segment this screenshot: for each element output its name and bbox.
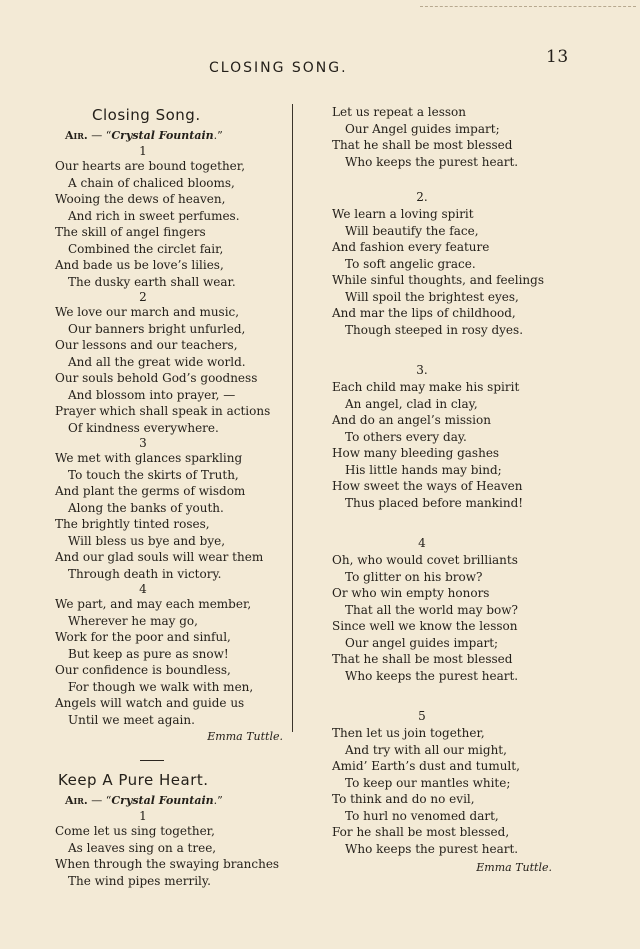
verse-line: And mar the lips of childhood, <box>332 306 516 320</box>
air-end: .” <box>213 794 223 807</box>
verse-line: And bade us be love’s lilies, <box>55 258 224 272</box>
verse-number: 3. <box>416 363 428 377</box>
verse-line: Our angel guides impart; <box>345 635 499 650</box>
air-line <box>65 793 283 809</box>
verse-line: His little hands may bind; <box>345 462 502 477</box>
verse <box>332 189 562 338</box>
verse-line: Who keeps the purest heart. <box>345 668 519 683</box>
top-dashed-rule <box>420 6 636 7</box>
verse-line: Our banners bright unfurled, <box>68 321 246 336</box>
verse-line: Come let us sing together, <box>55 824 215 838</box>
verse-line: Our souls behold God’s goodness <box>55 371 258 385</box>
air-name: Crystal Fountain <box>111 129 214 142</box>
verse <box>55 809 283 889</box>
verse-number: 1 <box>139 144 147 158</box>
verse-line: And rich in sweet perfumes. <box>68 208 240 223</box>
verse-line: Prayer which shall speak in actions <box>55 404 271 418</box>
verse-number: 2. <box>416 190 428 204</box>
verse-line: And try with all our might, <box>345 742 507 757</box>
song-title-keep-a-pure-heart: Keep A Pure Heart. <box>58 771 209 789</box>
verse-line: To hurl no venomed dart, <box>345 808 499 823</box>
verse-line: While sinful thoughts, and feelings <box>332 273 544 287</box>
verse-line: Combined the circlet fair, <box>68 241 224 256</box>
verse-gap <box>332 511 562 535</box>
author-credit: Emma Tuttle. <box>207 730 283 743</box>
verse-line: And blossom into prayer, — <box>68 387 236 402</box>
verse-line: Oh, who would covet brilliants <box>332 553 518 567</box>
verse-line: That he shall be most blessed <box>332 652 513 666</box>
verse-line: Through death in victory. <box>68 566 222 581</box>
verse-line: Since well we know the lesson <box>332 619 518 633</box>
verse-line: How many bleeding gashes <box>332 446 500 460</box>
verse <box>332 708 562 857</box>
verse-continuation <box>332 104 562 170</box>
air-line <box>65 128 283 144</box>
verse <box>55 290 283 436</box>
verse-line: Each child may make his spirit <box>332 380 520 394</box>
verse-gap <box>332 170 562 189</box>
verse-gap <box>332 684 562 708</box>
verse-line: Wherever he may go, <box>68 613 198 628</box>
verse-line: That all the world may bow? <box>345 602 518 617</box>
verse-line: And fashion every feature <box>332 240 490 254</box>
verse-line: Of kindness everywhere. <box>68 420 219 435</box>
verse-line: And our glad souls will wear them <box>55 550 264 564</box>
verse-line: To others every day. <box>345 429 467 444</box>
verse-line: That he shall be most blessed <box>332 138 513 152</box>
verse-line: Our confidence is boundless, <box>55 663 231 677</box>
verse-number: 2 <box>139 290 147 304</box>
verse-line: When through the swaying branches <box>55 857 280 871</box>
verse-line: Along the banks of youth. <box>68 500 224 515</box>
verse-line: And do an angel’s mission <box>332 413 491 427</box>
air-name: Crystal Fountain <box>111 794 214 807</box>
verse <box>55 144 283 290</box>
verse <box>332 362 562 511</box>
verse-line: As leaves sing on a tree, <box>68 840 217 855</box>
verse-line: The wind pipes merrily. <box>68 873 211 888</box>
verse-gap <box>332 338 562 362</box>
verse-line: Until we meet again. <box>68 712 195 727</box>
verse-line: A chain of chaliced blooms, <box>68 175 235 190</box>
verse-line: To touch the skirts of Truth, <box>68 467 239 482</box>
verse-line: Will beautify the face, <box>345 223 479 238</box>
verse-line: For though we walk with men, <box>68 679 254 694</box>
verse-line: Work for the poor and sinful, <box>55 630 231 644</box>
left-column <box>55 104 283 889</box>
verse-line: The brightly tinted roses, <box>55 517 210 531</box>
verse-line: We learn a loving spirit <box>332 207 474 221</box>
verse-line: Our hearts are bound together, <box>55 159 246 173</box>
verse-line: To keep our mantles white; <box>345 775 511 790</box>
air-dash: — “ <box>87 129 112 142</box>
verse-line: Will bless us bye and bye, <box>68 533 226 548</box>
verse-line: We love our march and music, <box>55 305 240 319</box>
verse-line: To glitter on his brow? <box>345 569 483 584</box>
verse <box>55 436 283 582</box>
verse-line: How sweet the ways of Heaven <box>332 479 523 493</box>
verse-line: Thus placed before mankind! <box>345 495 524 510</box>
verse <box>332 535 562 684</box>
verse-number: 3 <box>139 436 147 450</box>
verse-number: 4 <box>139 582 147 596</box>
verse-line: We part, and may each member, <box>55 597 252 611</box>
verse-line: Amid’ Earth’s dust and tumult, <box>332 759 520 773</box>
verse-line: And plant the germs of wisdom <box>55 484 246 498</box>
air-end: .” <box>213 129 223 142</box>
verse-line: We met with glances sparkling <box>55 451 243 465</box>
column-divider <box>292 104 293 732</box>
verse-number: 1 <box>139 809 147 823</box>
verse-number: 4 <box>418 536 426 550</box>
verse-line: The skill of angel fingers <box>55 225 206 239</box>
verse-number: 5 <box>418 709 426 723</box>
verse-line: Will spoil the brightest eyes, <box>345 289 519 304</box>
song-title-closing-song: Closing Song. <box>92 106 201 124</box>
verse-line: The dusky earth shall wear. <box>68 274 236 289</box>
right-column <box>332 104 562 879</box>
verse-line: Though steeped in rosy dyes. <box>345 322 524 337</box>
page-number: 13 <box>546 47 569 67</box>
verse-line: Angels will watch and guide us <box>55 696 245 710</box>
verse-line: Wooing the dews of heaven, <box>55 192 226 206</box>
verse-line: And all the great wide world. <box>68 354 246 369</box>
verse-line: An angel, clad in clay, <box>345 396 478 411</box>
verse-line: But keep as pure as snow! <box>68 646 229 661</box>
author-credit: Emma Tuttle. <box>476 861 552 874</box>
verse-line: Our lessons and our teachers, <box>55 338 238 352</box>
verse-line: Who keeps the purest heart. <box>345 154 519 169</box>
verse <box>55 582 283 728</box>
verse-line: For he shall be most blessed, <box>332 825 510 839</box>
verse-line: Then let us join together, <box>332 726 485 740</box>
verse-line: Or who win empty honors <box>332 586 490 600</box>
air-label: Air. <box>65 129 88 142</box>
verse-line: To think and do no evil, <box>332 792 475 806</box>
verse-line: Our Angel guides impart; <box>345 121 500 136</box>
running-head: CLOSING SONG. <box>209 60 348 76</box>
section-divider-rule <box>140 760 164 761</box>
air-dash: — “ <box>87 794 112 807</box>
verse-line: Let us repeat a lesson <box>332 105 466 119</box>
verse-line: Who keeps the purest heart. <box>345 841 519 856</box>
verse-line: To soft angelic grace. <box>345 256 476 271</box>
air-label: Air. <box>65 794 88 807</box>
